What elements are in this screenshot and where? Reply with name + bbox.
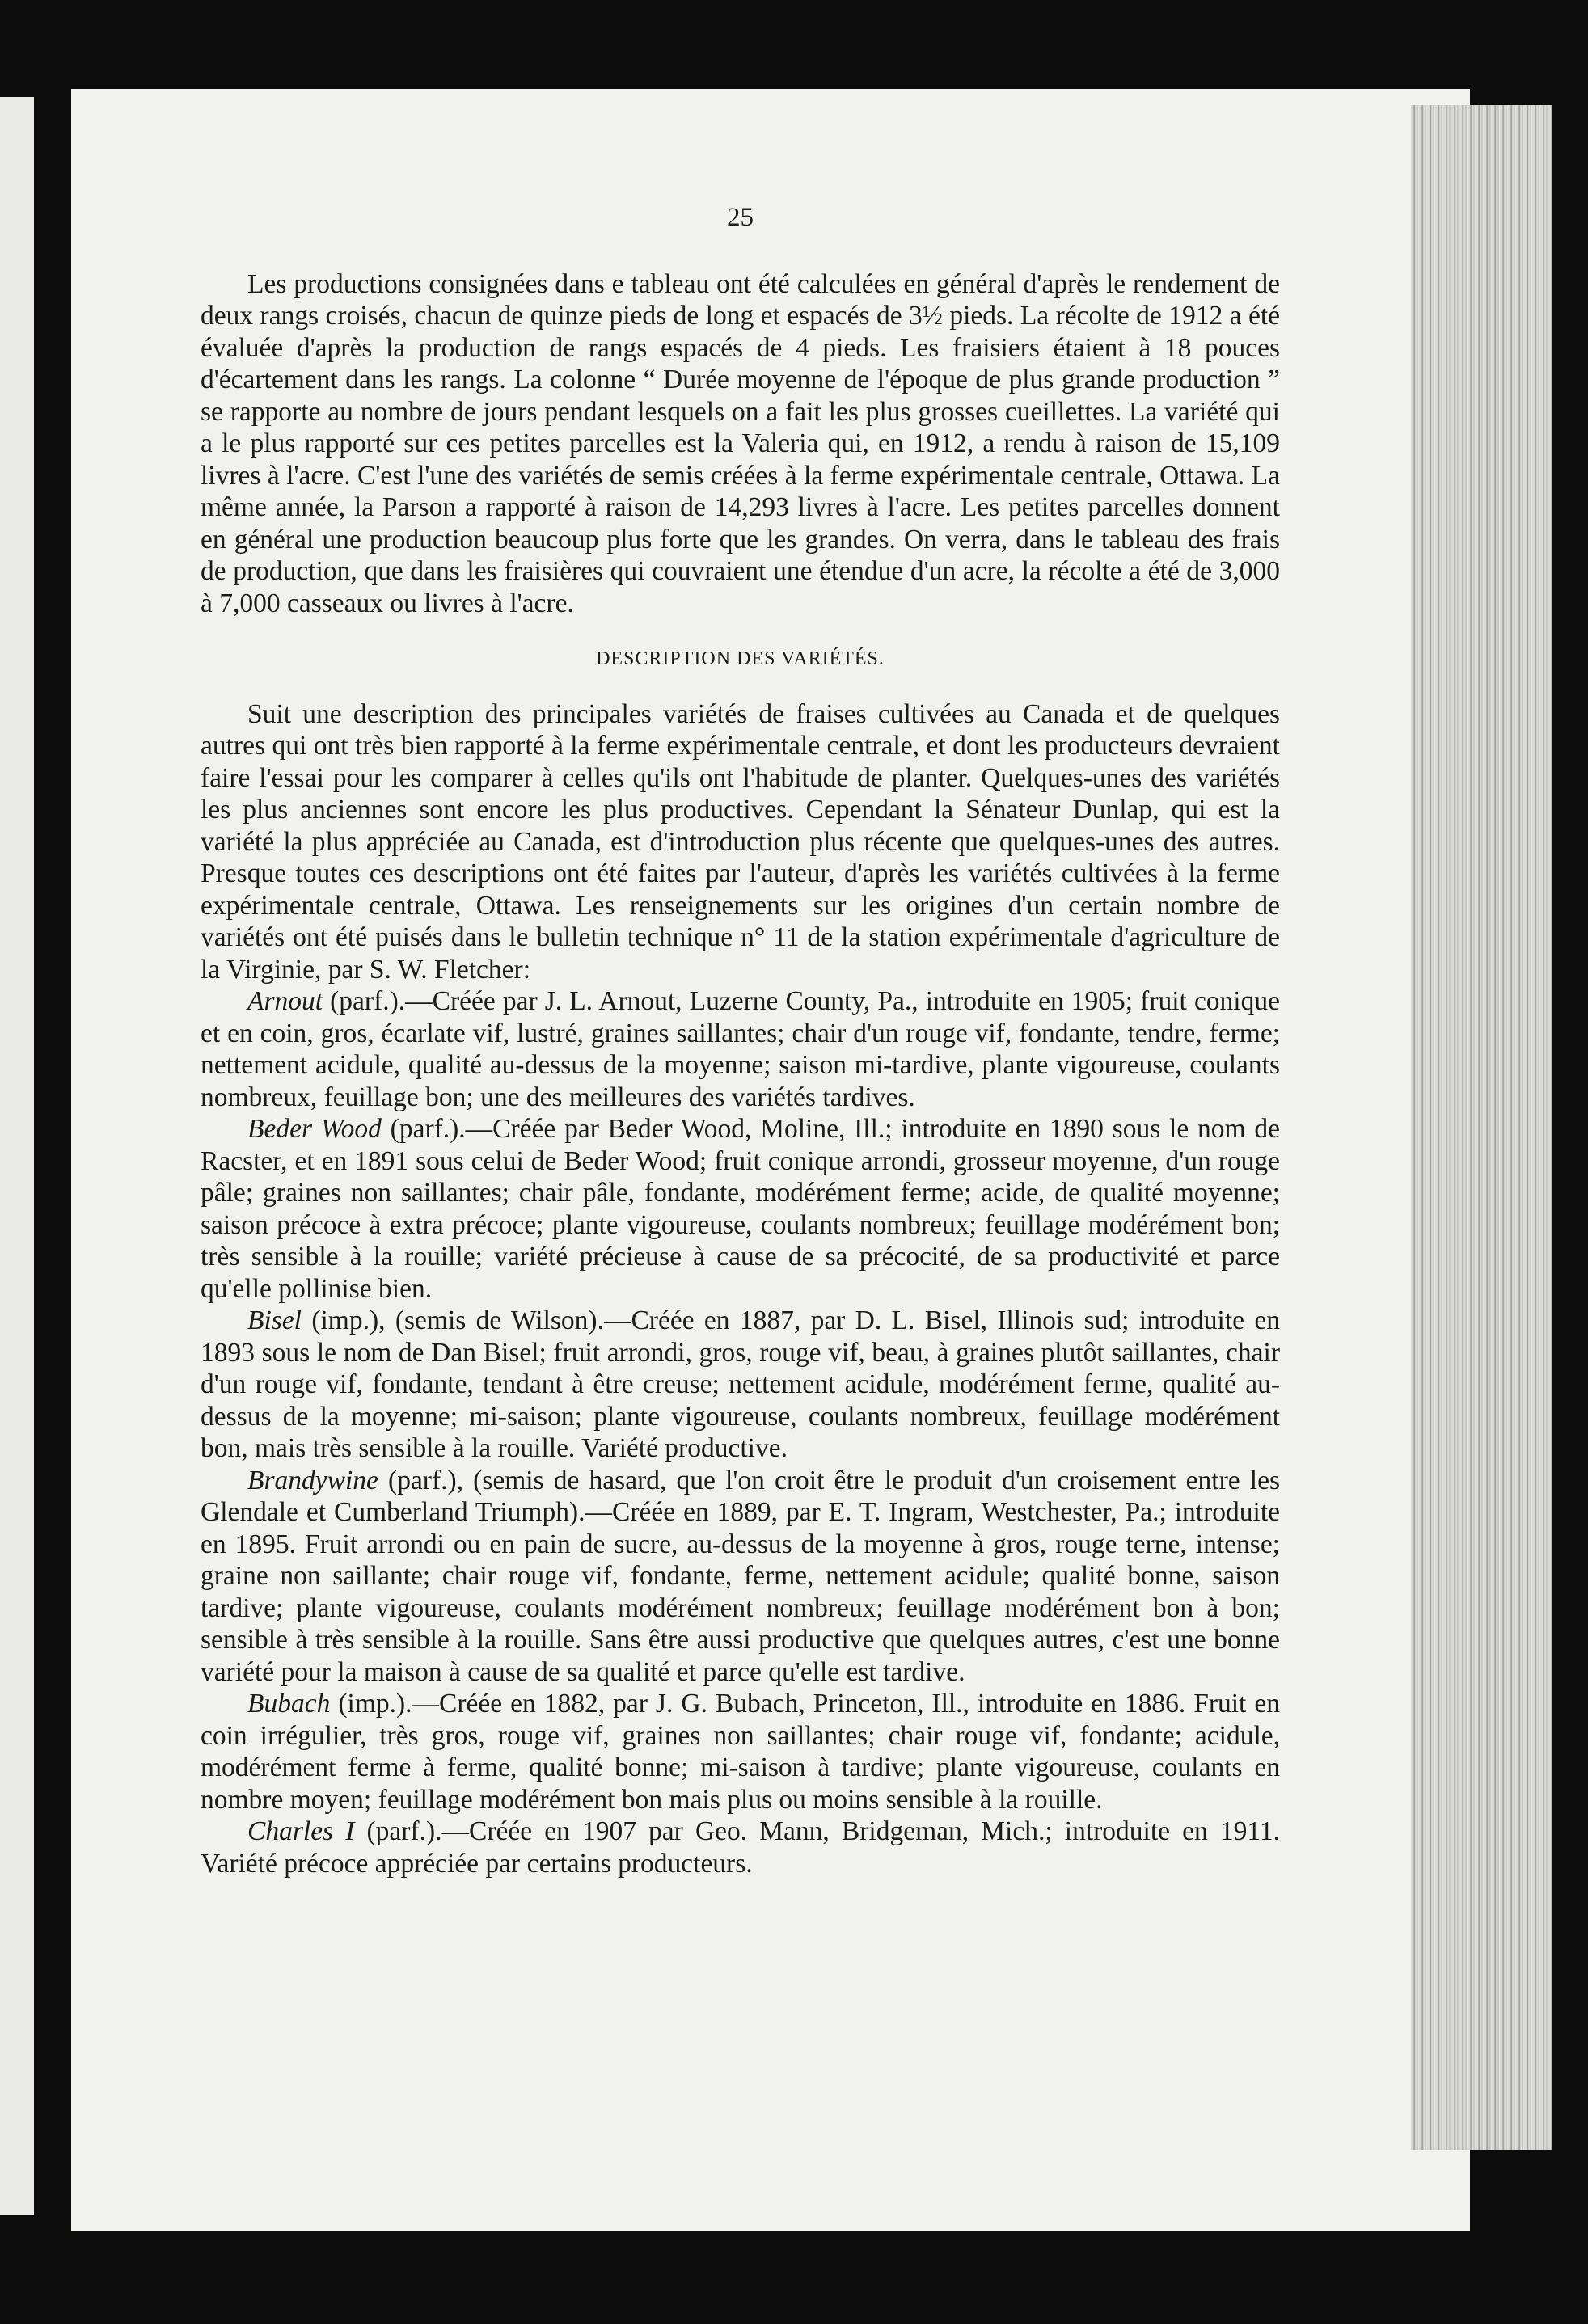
variety-entry-beder-wood — [201, 1113, 1280, 1305]
variety-entry-bisel — [201, 1305, 1280, 1465]
variety-description: (parf.).—Créée par Beder Wood, Moline, Ill.; introduite en 1890 sous le nom de Racster, et en 1891 sous celui de Beder Wood; fruit conique arrondi, grosseur moyenne, d'un rouge pâle; graines non saillantes; chair pâle, fondante, modérément ferme; acide, de qualité moyenne; saison précoce à extra précoce; plante vigoureuse, coulants nombreux; feuillage modérément bon; très sensible à la rouille; variété précieuse à cause de sa précocité, de sa productivité et parce qu'elle pollinise bien. — [201, 1114, 1280, 1304]
section-intro: Suit une description des principales variétés de fraises cultivées au Canada et de quelques autres qui ont très bien rapporté à la ferme expérimentale centrale, et dont les producteurs devraient faire l'essai pour les comparer à celles qu'ils ont l'habitude de planter. Quelques-unes des variétés les plus anciennes sont encore les plus productives. Cependant la Sénateur Dunlap, qui est la variété la plus appréciée au Canada, est d'introduction plus récente que quelques-unes des autres. Presque toutes ces descriptions ont été faites par l'auteur, d'après les variétés cultivées à la ferme expérimentale centrale, Ottawa. Les renseignements sur les origines d'un certain nombre de variétés ont été puisés dans le bulletin technique n° 11 de la station expérimentale d'agriculture de la Virginie, par S. W. Fletcher: — [201, 698, 1280, 985]
page-content — [201, 202, 1280, 1879]
variety-name: Arnout — [247, 986, 323, 1016]
variety-name: Bubach — [247, 1689, 331, 1719]
page-number: 25 — [727, 203, 754, 232]
variety-name: Bisel — [247, 1305, 302, 1335]
variety-entry-bubach — [201, 1688, 1280, 1816]
page-stack-edge — [1411, 105, 1552, 2150]
variety-description: (parf.).—Créée par J. L. Arnout, Luzerne County, Pa., introduite en 1905; fruit conique et en coin, gros, écarlate vif, lustré, graines saillantes; chair d'un rouge vif, fondante, tendre, ferme; nettement acidule, qualité au-dessus de la moyenne; saison mi-tardive, plante vigoureuse, coulants nombreux, feuillage bon; une des meilleures des variétés tardives. — [201, 986, 1280, 1112]
variety-entry-arnout — [201, 985, 1280, 1113]
variety-name: Charles I — [247, 1816, 355, 1846]
variety-description: (imp.).—Créée en 1882, par J. G. Bubach, Princeton, Ill., introduite en 1886. Fruit en coin irrégulier, très gros, rouge vif, graines non saillantes; chair rouge vif, fondante; acidule, modérément ferme à ferme, qualité bonne; mi-saison à tardive; plante vigoureuse, coulants en nombre moyen; feuillage modérément bon mais plus ou moins sensible à la rouille. — [201, 1689, 1280, 1815]
variety-entry-brandywine — [201, 1465, 1280, 1689]
adjacent-page-edge — [0, 97, 34, 2215]
section-heading: DESCRIPTION DES VARIÉTÉS. — [596, 648, 885, 669]
intro-paragraph: Les productions consignées dans e tableau ont été calculées en général d'après le rendement de deux rangs croisés, chacun de quinze pieds de long et espacés de 3½ pieds. La récolte de 1912 a été évaluée d'après la production de rangs espacés de 4 pieds. Les fraisiers étaient à 18 pouces d'écartement dans les rangs. La colonne “ Durée moyenne de l'époque de plus grande production ” se rapporte au nombre de jours pendant lesquels on a fait les plus grosses cueillettes. La variété qui a le plus rapporté sur ces petites parcelles est la Valeria qui, en 1912, a rendu à raison de 15,109 livres à l'acre. C'est l'une des variétés de semis créées à la ferme expérimentale centrale, Ottawa. La même année, la Parson a rapporté à raison de 14,293 livres à l'acre. Les petites parcelles donnent en général une production beaucoup plus forte que les grandes. On verra, dans le tableau des frais de production, que dans les fraisières qui couvraient une étendue d'un acre, la récolte a été de 3,000 à 7,000 casseaux ou livres à l'acre. — [201, 268, 1280, 618]
variety-description: (imp.), (semis de Wilson).—Créée en 1887, par D. L. Bisel, Illinois sud; introduite en 1893 sous le nom de Dan Bisel; fruit arrondi, gros, rouge vif, beau, à graines plutôt saillantes, chair d'un rouge vif, fondante, tendant à être creuse; nettement acidule, modérément ferme, qualité au-dessus de la moyenne; mi-saison; plante vigoureuse, coulants nombreux, feuillage modérément bon, mais très sensible à la rouille. Variété productive. — [201, 1305, 1280, 1463]
variety-name: Beder Wood — [247, 1114, 382, 1144]
variety-description: (parf.), (semis de hasard, que l'on croit être le produit d'un croisement entre les Glendale et Cumberland Triumph).—Créée en 1889, par E. T. Ingram, Westchester, Pa.; introduite en 1895. Fruit arrondi ou en pain de sucre, au-dessus de la moyenne à gros, rouge terne, intense; graine non saillante; chair rouge vif, fondante, ferme, nettement acidule; qualité bonne, saison tardive; plante vigoureuse, coulants modérément nombreux; feuillage modérément bon à bon; sensible à très sensible à la rouille. Sans être aussi productive que quelques autres, c'est une bonne variété pour la maison à cause de sa qualité et parce qu'elle est tardive. — [201, 1465, 1280, 1687]
variety-name: Brandywine — [247, 1465, 378, 1495]
variety-entry-charles-i — [201, 1816, 1280, 1879]
variety-description: (parf.).—Créée en 1907 par Geo. Mann, Bridgeman, Mich.; introduite en 1911. Variété précoce appréciée par certains producteurs. — [201, 1816, 1281, 1879]
